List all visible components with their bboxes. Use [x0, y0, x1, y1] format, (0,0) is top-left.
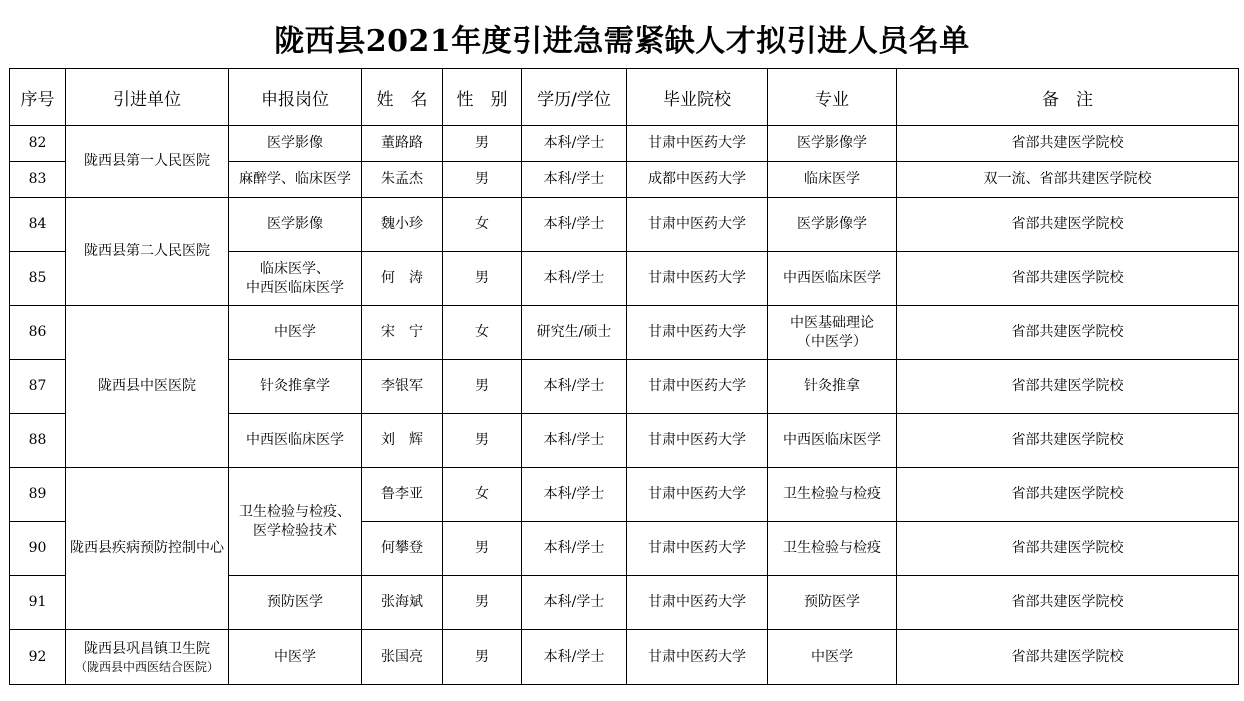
- cell-seq: 88: [10, 414, 66, 468]
- cell-position: 中医学: [229, 306, 362, 360]
- cell-position: 麻醉学、临床医学: [229, 162, 362, 198]
- cell-major: 卫生检验与检疫: [768, 468, 897, 522]
- cell-degree: 研究生/硕士: [522, 306, 627, 360]
- cell-gender: 女: [443, 468, 522, 522]
- cell-degree: 本科/学士: [522, 198, 627, 252]
- personnel-table: [9, 68, 1239, 685]
- cell-name: 朱孟杰: [362, 162, 443, 198]
- cell-unit: 陇西县第一人民医院: [66, 126, 229, 198]
- cell-major: [768, 306, 897, 360]
- cell-position: [229, 252, 362, 306]
- cell-name: 张国亮: [362, 630, 443, 685]
- cell-school: 甘肃中医药大学: [627, 468, 768, 522]
- unit-alias: （陇西县中西医结合医院）: [74, 659, 219, 674]
- cell-remark: 省部共建医学院校: [897, 630, 1239, 685]
- cell-major: 预防医学: [768, 576, 897, 630]
- cell-remark: 省部共建医学院校: [897, 306, 1239, 360]
- cell-remark: 省部共建医学院校: [897, 468, 1239, 522]
- cell-unit: 陇西县中医医院: [66, 306, 229, 468]
- cell-major: 临床医学: [768, 162, 897, 198]
- header-remark: 备 注: [897, 69, 1239, 126]
- cell-degree: 本科/学士: [522, 252, 627, 306]
- cell-position: 医学影像: [229, 126, 362, 162]
- position-line: 临床医学、: [260, 260, 330, 277]
- cell-name: 张海斌: [362, 576, 443, 630]
- major-line: （中医学）: [797, 333, 867, 350]
- position-line: 中西医临床医学: [246, 279, 344, 296]
- cell-school: 甘肃中医药大学: [627, 414, 768, 468]
- header-seq: 序号: [10, 69, 66, 126]
- header-name: 姓 名: [362, 69, 443, 126]
- cell-major: 针灸推拿: [768, 360, 897, 414]
- cell-seq: 84: [10, 198, 66, 252]
- cell-degree: 本科/学士: [522, 126, 627, 162]
- cell-degree: 本科/学士: [522, 630, 627, 685]
- header-gender: 性 别: [443, 69, 522, 126]
- cell-remark: 省部共建医学院校: [897, 252, 1239, 306]
- cell-gender: 男: [443, 162, 522, 198]
- cell-seq: 89: [10, 468, 66, 522]
- cell-school: 甘肃中医药大学: [627, 630, 768, 685]
- cell-gender: 女: [443, 198, 522, 252]
- cell-position: 针灸推拿学: [229, 360, 362, 414]
- cell-major: 中西医临床医学: [768, 252, 897, 306]
- cell-unit: [66, 630, 229, 685]
- header-degree: 学历/学位: [522, 69, 627, 126]
- cell-name: 何 涛: [362, 252, 443, 306]
- cell-gender: 男: [443, 126, 522, 162]
- cell-name: 李银军: [362, 360, 443, 414]
- cell-remark: 省部共建医学院校: [897, 414, 1239, 468]
- header-major: 专业: [768, 69, 897, 126]
- cell-school: 甘肃中医药大学: [627, 198, 768, 252]
- cell-major: 中西医临床医学: [768, 414, 897, 468]
- cell-gender: 男: [443, 522, 522, 576]
- cell-name: 宋 宁: [362, 306, 443, 360]
- cell-gender: 女: [443, 306, 522, 360]
- cell-seq: 91: [10, 576, 66, 630]
- cell-seq: 87: [10, 360, 66, 414]
- cell-degree: 本科/学士: [522, 360, 627, 414]
- cell-major: 医学影像学: [768, 198, 897, 252]
- page-title: 陇西县2021年度引进急需紧缺人才拟引进人员名单: [274, 24, 970, 59]
- cell-unit: 陇西县疾病预防控制中心: [66, 468, 229, 630]
- cell-major: 医学影像学: [768, 126, 897, 162]
- header-position: 申报岗位: [229, 69, 362, 126]
- cell-gender: 男: [443, 630, 522, 685]
- cell-position: 预防医学: [229, 576, 362, 630]
- cell-seq: 82: [10, 126, 66, 162]
- cell-degree: 本科/学士: [522, 162, 627, 198]
- table-row: [10, 126, 1239, 162]
- cell-remark: 省部共建医学院校: [897, 576, 1239, 630]
- cell-seq: 85: [10, 252, 66, 306]
- cell-remark: 省部共建医学院校: [897, 198, 1239, 252]
- table-row: [10, 630, 1239, 685]
- cell-gender: 男: [443, 576, 522, 630]
- cell-school: 甘肃中医药大学: [627, 522, 768, 576]
- position-line: 卫生检验与检疫、: [239, 503, 351, 520]
- cell-major: 中医学: [768, 630, 897, 685]
- cell-remark: 省部共建医学院校: [897, 522, 1239, 576]
- cell-gender: 男: [443, 360, 522, 414]
- cell-name: 刘 辉: [362, 414, 443, 468]
- cell-seq: 83: [10, 162, 66, 198]
- cell-position: [229, 468, 362, 576]
- cell-name: 董路路: [362, 126, 443, 162]
- cell-position: 中西医临床医学: [229, 414, 362, 468]
- cell-major: 卫生检验与检疫: [768, 522, 897, 576]
- unit-name: 陇西县巩昌镇卫生院: [84, 640, 210, 657]
- cell-degree: 本科/学士: [522, 414, 627, 468]
- header-unit: 引进单位: [66, 69, 229, 126]
- cell-remark: 省部共建医学院校: [897, 126, 1239, 162]
- cell-seq: 86: [10, 306, 66, 360]
- cell-remark: 省部共建医学院校: [897, 360, 1239, 414]
- cell-name: 鲁李亚: [362, 468, 443, 522]
- cell-position: 医学影像: [229, 198, 362, 252]
- cell-school: 甘肃中医药大学: [627, 252, 768, 306]
- cell-school: 甘肃中医药大学: [627, 126, 768, 162]
- cell-school: 甘肃中医药大学: [627, 576, 768, 630]
- table-row: [10, 198, 1239, 252]
- cell-degree: 本科/学士: [522, 522, 627, 576]
- major-line: 中医基础理论: [790, 314, 874, 331]
- table-row: [10, 306, 1239, 360]
- cell-school: 甘肃中医药大学: [627, 360, 768, 414]
- cell-gender: 男: [443, 252, 522, 306]
- cell-seq: 90: [10, 522, 66, 576]
- cell-name: 何攀登: [362, 522, 443, 576]
- cell-remark: 双一流、省部共建医学院校: [897, 162, 1239, 198]
- cell-gender: 男: [443, 414, 522, 468]
- cell-degree: 本科/学士: [522, 468, 627, 522]
- cell-position: 中医学: [229, 630, 362, 685]
- cell-seq: 92: [10, 630, 66, 685]
- position-line: 医学检验技术: [253, 522, 337, 539]
- cell-unit: 陇西县第二人民医院: [66, 198, 229, 306]
- table-row: [10, 468, 1239, 522]
- header-school: 毕业院校: [627, 69, 768, 126]
- header-row: [10, 69, 1239, 126]
- cell-degree: 本科/学士: [522, 576, 627, 630]
- cell-school: 成都中医药大学: [627, 162, 768, 198]
- cell-name: 魏小珍: [362, 198, 443, 252]
- cell-school: 甘肃中医药大学: [627, 306, 768, 360]
